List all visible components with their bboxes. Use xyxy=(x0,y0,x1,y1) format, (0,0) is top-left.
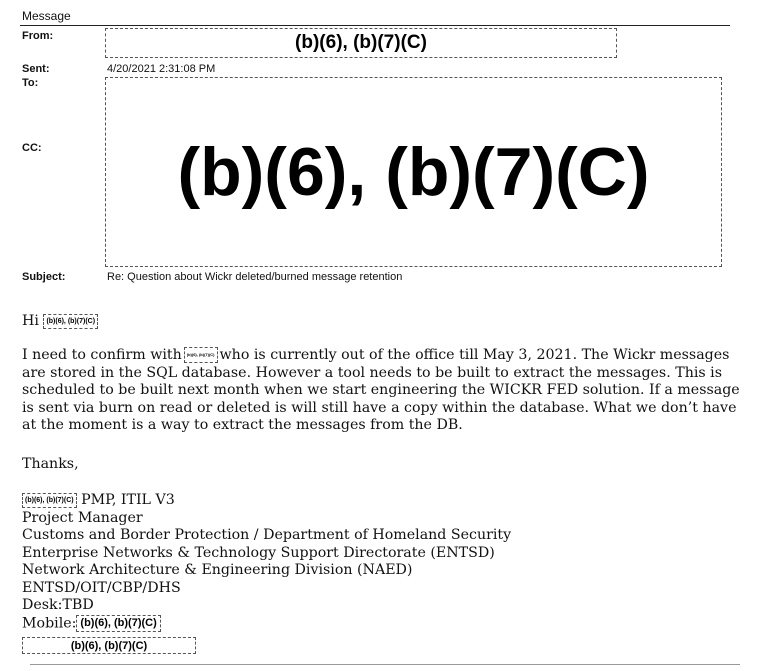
greeting-redaction: (b)(6), (b)(7)(C) xyxy=(43,314,98,329)
signature-desk: Desk:TBD xyxy=(22,597,94,613)
signature-name-line xyxy=(22,492,511,510)
cc-label: CC: xyxy=(22,142,42,154)
signature-block xyxy=(22,492,511,633)
signature-extra-redaction: (b)(6), (b)(7)(C) xyxy=(22,637,196,654)
header-rule xyxy=(20,25,730,26)
signature-org1: Customs and Border Protection / Department of Homeland Security xyxy=(22,527,512,543)
signature-org3: Network Architecture & Engineering Division (NAED) xyxy=(22,562,413,578)
to-cc-redaction: (b)(6), (b)(7)(C) xyxy=(105,77,722,267)
from-redaction: (b)(6), (b)(7)(C) xyxy=(105,28,617,58)
signature-mobile-line xyxy=(22,615,511,633)
signature-mobile-redaction: (b)(6), (b)(7)(C) xyxy=(76,615,160,632)
subject-value: Re: Question about Wickr deleted/burned message retention xyxy=(107,271,403,283)
paragraph-redaction: (b)(6), (b)(7)(C) xyxy=(184,347,218,363)
to-label: To: xyxy=(22,77,39,89)
signature-role: Project Manager xyxy=(22,509,143,526)
paragraph-rest: who is currently out of the office till May 3, 2021. The Wickr messages are stored in the SQL database. However a tool needs to be built to extract the messages. This is scheduled to be built next month when we start engineering the WICKR FED solution. If a message is sent via burn on read or deleted is will still have a copy within the database. What we don’t have at the moment is a way to extract the messages from the DB. xyxy=(22,347,740,433)
signature-org2: Enterprise Networks & Technology Support Directorate (ENTSD) xyxy=(22,544,495,561)
from-label: From: xyxy=(22,30,54,42)
body-paragraph xyxy=(22,347,752,435)
greeting-line xyxy=(22,313,98,331)
paragraph-start: I need to confirm with xyxy=(22,347,182,363)
greeting: Hi xyxy=(22,313,39,329)
signature-mobile-label: Mobile: xyxy=(22,615,77,631)
signature-credentials: PMP, ITIL V3 xyxy=(81,492,175,508)
bottom-rule xyxy=(30,664,740,665)
signature-name-redaction: (b)(6), (b)(7)(C) xyxy=(22,493,77,508)
signature-org4: ENTSD/OIT/CBP/DHS xyxy=(22,579,181,596)
sent-label: Sent: xyxy=(22,63,50,75)
header-title: Message xyxy=(22,9,71,23)
sent-value: 4/20/2021 2:31:08 PM xyxy=(107,63,216,75)
closing: Thanks, xyxy=(22,456,79,472)
subject-label: Subject: xyxy=(22,271,66,283)
